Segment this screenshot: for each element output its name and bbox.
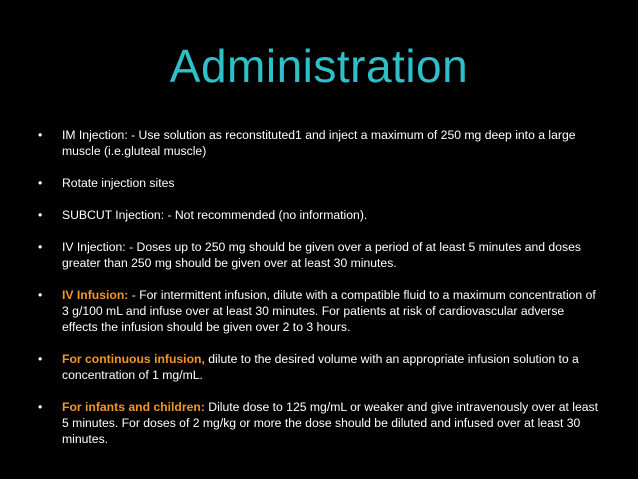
- bullet-text: dilute to the desired volume with an appropriate infusion solution to a concentration of 1 mg/mL.: [62, 352, 579, 382]
- bullet-marker: •: [38, 352, 43, 366]
- bullet-text: SUBCUT Injection: - Not recommended (no information).: [62, 208, 368, 222]
- bullet-marker: •: [38, 240, 43, 254]
- list-item: [38, 239, 600, 271]
- bullet-marker: •: [38, 128, 43, 142]
- bullet-text: - For intermittent infusion, dilute with a compatible fluid to a maximum concentration of 3 g/100 mL and infuse over at least 30 minutes. For patients at risk of cardiovascular adverse effects the infusion should be given over 2 to 3 hours.: [62, 288, 596, 334]
- list-item: [38, 287, 600, 335]
- list-item: [38, 207, 600, 223]
- list-item: [38, 175, 600, 191]
- bullet-lead: IV Infusion:: [62, 288, 129, 302]
- bullet-text: IM Injection: - Use solution as reconstituted1 and inject a maximum of 250 mg deep into a large muscle (i.e.gluteal muscle): [62, 128, 576, 158]
- slide-title: Administration: [169, 40, 469, 92]
- bullet-list: [38, 127, 600, 463]
- bullet-marker: •: [38, 208, 43, 222]
- bullet-marker: •: [38, 176, 43, 190]
- bullet-text: Dilute dose to 125 mg/mL or weaker and give intravenously over at least 5 minutes. For doses of 2 mg/kg or more the dose should be diluted and infused over at least 30 minutes.: [62, 400, 599, 446]
- list-item: [38, 127, 600, 159]
- bullet-lead: For infants and children:: [62, 400, 205, 414]
- bullet-marker: •: [38, 288, 43, 302]
- bullet-lead: For continuous infusion,: [62, 352, 205, 366]
- list-item: [38, 399, 600, 447]
- bullet-text: IV Injection: - Doses up to 250 mg should be given over a period of at least 5 minutes and doses greater than 250 mg should be given over at least 30 minutes.: [62, 240, 581, 270]
- bullet-marker: •: [38, 400, 43, 414]
- bullet-text: Rotate injection sites: [62, 176, 175, 190]
- list-item: [38, 351, 600, 383]
